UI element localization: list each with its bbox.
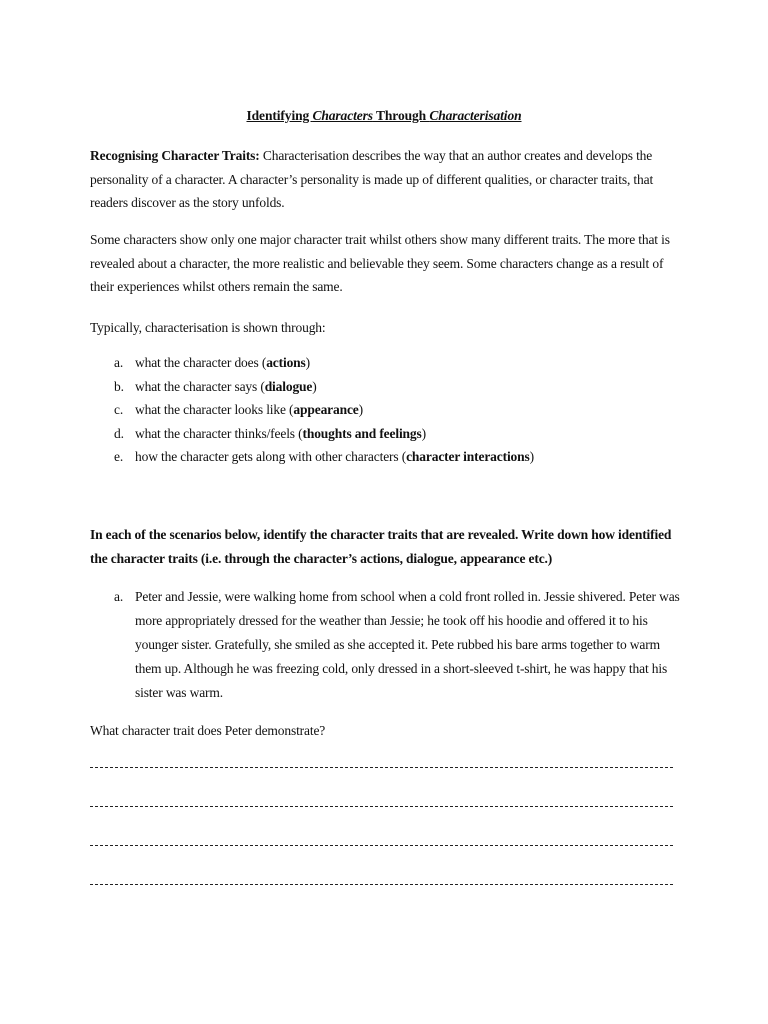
title-part-3: Through [372, 108, 430, 123]
paragraph-3: Typically, characterisation is shown through: [90, 320, 326, 335]
list-item [90, 375, 690, 399]
title-part-1: Identifying [246, 108, 313, 123]
list-marker: d. [114, 425, 124, 441]
list-marker: c. [114, 402, 124, 417]
list-item [90, 445, 690, 469]
scenario-instructions: In each of the scenarios below, identify the character traits that are revealed. Write down how identified the character traits (i.e. through the character’s actions, dialogue, appearance etc.) [90, 527, 672, 566]
scenario-text: Peter and Jessie, were walking home from school when a cold front rolled in. Jessie shivered. Peter was more appropriately dressed for the weather than Jessie; he took off his hoodie and offered it to his younger sister. Gratefully, she smiled as she accepted it. Pete rubbed his bare arms together to warm them up. Although he was freezing cold, only dressed in a short-sleeved t-shirt, he was happy that his sister was warm. [135, 589, 680, 700]
scenario-a [90, 585, 690, 705]
list-text: how the character gets along with other characters (character interactions) [135, 449, 534, 464]
answer-line[interactable] [90, 806, 673, 807]
list-text: what the character says (dialogue) [135, 378, 317, 394]
intro-text: Characterisation describes the way that an author creates and develops the personality of a character. A character’s personality is made up of different qualities, or character traits, that readers discover as the story unfolds. [90, 148, 654, 210]
title-part-2: Characters [312, 108, 373, 123]
list-text: what the character does (actions) [135, 355, 310, 370]
list-marker: b. [114, 378, 124, 394]
characterisation-list [90, 351, 690, 469]
list-marker: a. [114, 355, 124, 370]
list-item [90, 351, 690, 375]
question-text: What character trait does Peter demonstrate? [90, 723, 326, 738]
list-text: what the character thinks/feels (thoughts and feelings) [135, 425, 426, 441]
paragraph-2: Some characters show only one major character trait whilst others show many different traits. The more that is revealed about a character, the more realistic and believable they seem. Some characters change as a result of their experiences whilst others remain the same. [90, 232, 670, 294]
list-item [90, 422, 690, 446]
answer-line[interactable] [90, 884, 673, 885]
scenario-marker: a. [114, 589, 124, 604]
intro-paragraph [90, 144, 680, 215]
intro-heading: Recognising Character Traits: [90, 148, 260, 163]
list-text: what the character looks like (appearance) [135, 402, 364, 417]
title-part-4: Characterisation [429, 108, 522, 123]
answer-line[interactable] [90, 845, 673, 846]
list-item [90, 398, 690, 422]
answer-line[interactable] [90, 767, 673, 768]
page-title [0, 108, 768, 124]
list-marker: e. [114, 449, 124, 464]
